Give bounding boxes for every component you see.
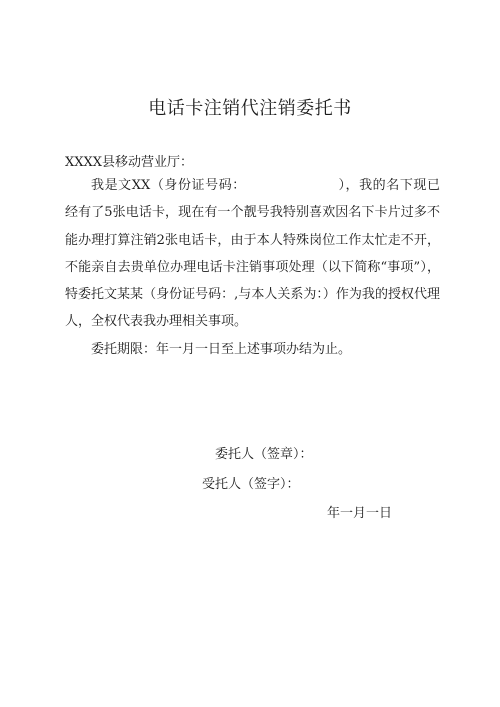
agent-signature-line: 受托人（签字）： (202, 477, 300, 492)
paragraph-entrustment-part2: ），我的名下现已经有了5张电话卡，现在有一个靓号我特别喜欢因名下卡片过多不能办理打算注销2张电话卡，由于本人特殊岗位工作太忙走不开，不能亲自去贵单位办理电话卡注销事项处理（以下简称“事项”），特委托文某某（身份证号码：,与本人关系为：）作为我的授权代理人，全权代表我办理相关事项。 (65, 178, 440, 330)
document-title: 电话卡注销代注销委托书 (148, 98, 352, 119)
document-body (65, 172, 440, 363)
paragraph-term: 委托期限：年一月一日至上述事项办结为止。 (91, 341, 352, 357)
principal-signature-line: 委托人（签章）： (215, 447, 313, 462)
paragraph-entrustment-part1: 我是文XX（身份证号码： (91, 178, 246, 193)
date-line: 年一月一日 (327, 506, 393, 521)
paragraph-entrustment (65, 172, 440, 336)
salutation: XXXX县移动营业厅： (65, 155, 194, 170)
